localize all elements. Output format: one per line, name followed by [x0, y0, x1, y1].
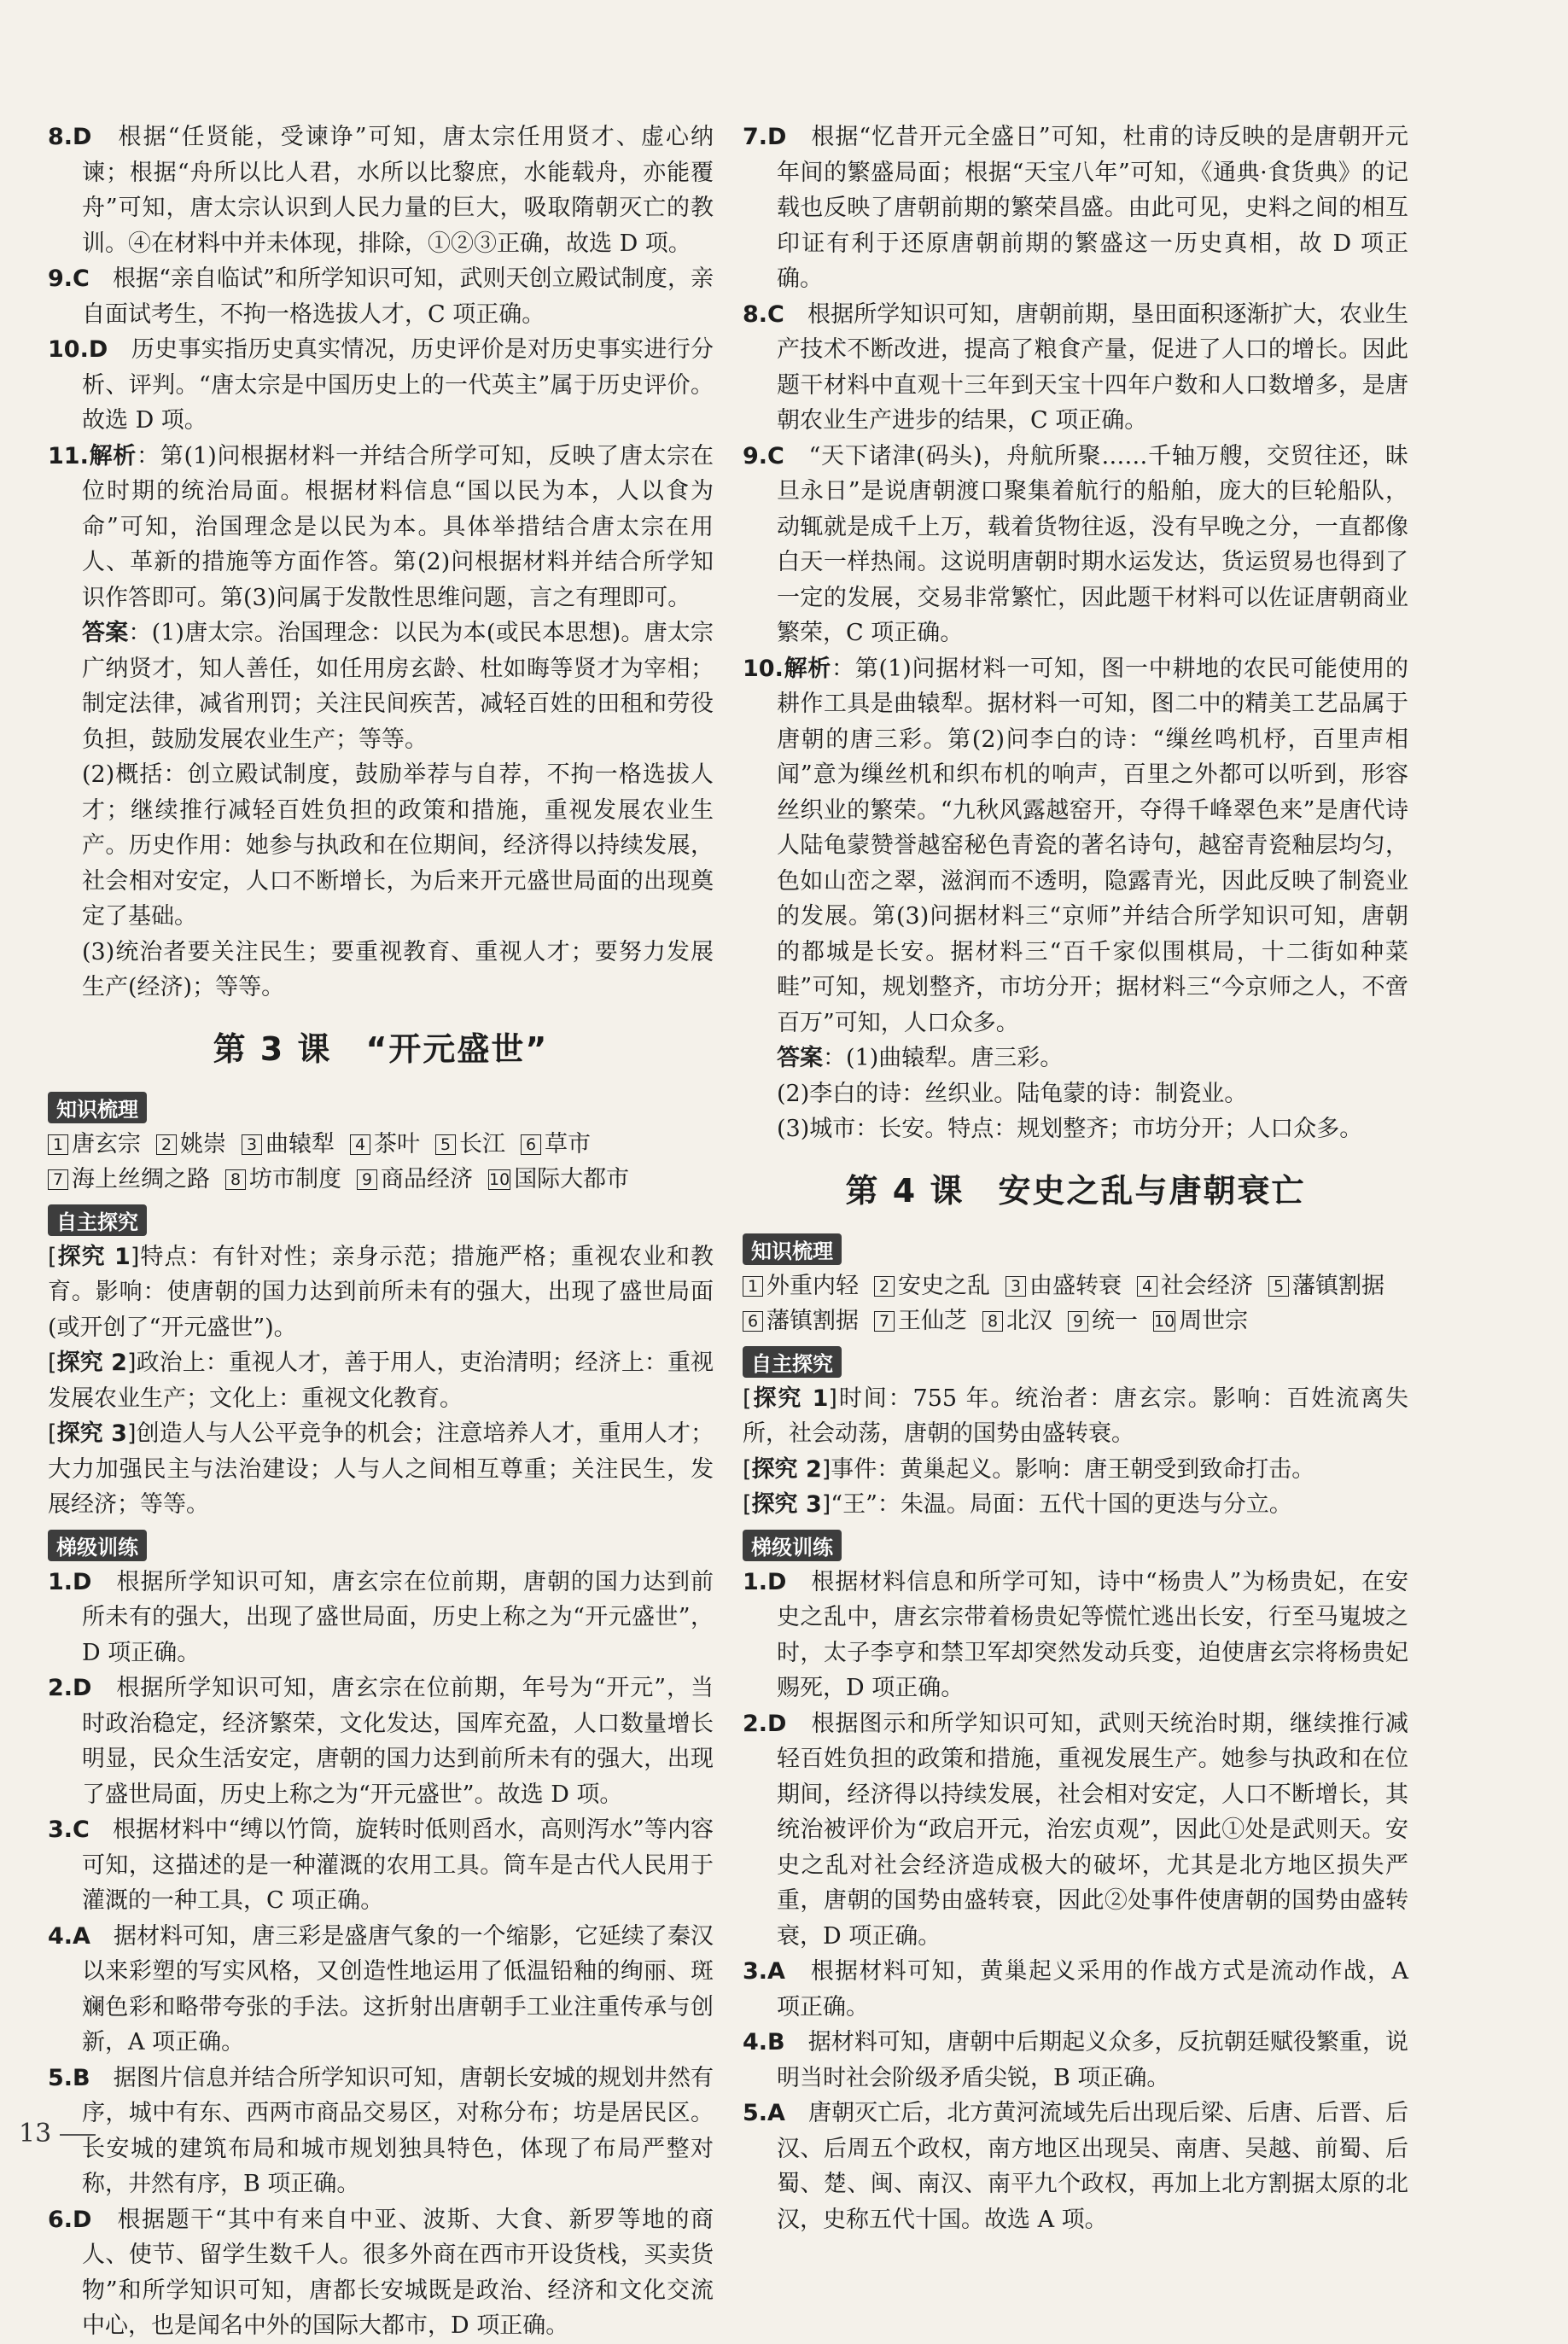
explore-item: [探究 3]“王”：朱温。局面：五代十国的更迭与分立。 [743, 1491, 1292, 1518]
answer-item: 7.D 根据“忆昔开元全盛日”可知，杜甫的诗反映的是唐朝开元年间的繁盛局面；根据“天宝八年”可知，《通典·食货典》的记载也反映了唐朝前期的繁荣昌盛。由此可见，史料之间的相互印证有利于还原唐朝前期的繁盛这一历史真相，故 D 项正确。 [743, 124, 1408, 292]
explore-item: [探究 3]创造人与人公平竞争的机会；注意培养人才，重用人才；大力加强民主与法治建设；人与人之间相互尊重；关注民生，发展经济；等等。 [48, 1420, 714, 1518]
answer-block: 答案：(1)曲辕犁。唐三彩。 [777, 1045, 1064, 1071]
section-tag: 自主探究 [48, 1204, 147, 1236]
knowledge-item: 6 草市 [521, 1127, 591, 1163]
knowledge-item: 7 王仙芝 [874, 1303, 967, 1339]
knowledge-item: 2 姚崇 [156, 1127, 226, 1163]
answer-item: 4.B 据材料可知，唐朝中后期起义众多，反抗朝廷赋役繁重，说明当时社会阶级矛盾尖锐，B 项正确。 [743, 2029, 1409, 2091]
answer-block: (3)城市：长安。特点：规划整齐；市坊分开；人口众多。 [777, 1116, 1363, 1142]
answer-block: (2)概括：创立殿试制度，鼓励举荐与自荐，不拘一格选拔人才；继续推行减轻百姓负担的政策和措施，重视发展农业生产。历史作用：她参与执政和在位期间，经济得以持续发展，社会相对安定，人口不断增长，为后来开元盛世局面的出现奠定了基础。 [82, 761, 714, 930]
knowledge-item: 9 商品经济 [357, 1162, 473, 1198]
section-tag: 自主探究 [743, 1346, 842, 1378]
knowledge-item: 6 藩镇割据 [743, 1303, 859, 1339]
answer-item: 5.B 据图片信息并结合所学知识可知，唐朝长安城的规划井然有序，城中有东、西两市商品交易区，对称分布；坊是居民区。长安城的建筑布局和城市规划独具特色，体现了布局严整对称，井然有序，B 项正确。 [48, 2064, 714, 2197]
explore-item: [探究 2]事件：黄巢起义。影响：唐王朝受到致命打击。 [743, 1455, 1315, 1483]
answer-item: 8.D 根据“任贤能，受谏诤”可知，唐太宗任用贤才、虚心纳谏；根据“舟所以比人君，水所以比黎庶，水能载舟，亦能覆舟”可知，唐太宗认识到人民力量的巨大，吸取隋朝灭亡的教训。④在材料中并未体现，排除，①②③正确，故选 D 项。 [48, 124, 714, 257]
knowledge-item: 8 坊市制度 [225, 1162, 341, 1198]
section-tag: 知识梳理 [48, 1092, 147, 1123]
lesson-title: 第 3 课 “开元盛世” [213, 1029, 549, 1068]
left-column [48, 120, 714, 2344]
answer-item: 2.D 根据所学知识可知，唐玄宗在位前期，年号为“开元”，当时政治稳定，经济繁荣，文化发达，国库充盈，人口数量增长明显，民众生活安定，唐朝的国力达到前所未有的强大，出现了盛世局面，历史上称之为“开元盛世”。故选 D 项。 [48, 1675, 714, 1808]
knowledge-item: 5 藩镇割据 [1268, 1268, 1384, 1304]
knowledge-item: 10 国际大都市 [489, 1166, 630, 1192]
explore-item: [探究 1]特点：有针对性；亲身示范；措施严格；重视农业和教育。影响：使唐朝的国力达到前所未有的强大，出现了盛世局面(或开创了“开元盛世”)。 [48, 1243, 714, 1341]
answer-block: (3)统治者要关注民生；要重视教育、重视人才；要努力发展生产(经济)；等等。 [82, 938, 714, 1000]
knowledge-item: 1 外重内轻 [743, 1268, 859, 1304]
answer-item: 5.A 唐朝灭亡后，北方黄河流域先后出现后梁、后唐、后晋、后汉、后周五个政权，南方地区出现吴、南唐、吴越、前蜀、后蜀、楚、闽、南汉、南平九个政权，再加上北方割据太原的北汉，史称五代十国。故选 A 项。 [743, 2100, 1408, 2233]
answer-item: 10.解析：第(1)问据材料一可知，图一中耕地的农民可能使用的耕作工具是曲辕犁。据材料一可知，图二中的精美工艺品属于唐朝的唐三彩。第(2)问李白的诗：“缫丝鸣机杼，百里声相闻”意为缫丝机和织布机的响声，百里之外都可以听到，形容丝织业的繁荣。“九秋风露越窑开，夺得千峰翠色来”是唐代诗人陆龟蒙赞誉越窑秘色青瓷的著名诗句，越窑青瓷釉层均匀，色如山峦之翠，滋润而不透明，隐露青光，因此反映了制瓷业的发展。第(3)问据材料三“京师”并结合所学知识可知，唐朝的都城是长安。据材料三“百千家似围棋局，十二街如种菜畦”可知，规划整齐，市坊分开；据材料三“今京师之人，不啻百万”可知，人口众多。 [743, 655, 1409, 1036]
answer-block: (2)李白的诗：丝织业。陆龟蒙的诗：制瓷业。 [777, 1080, 1248, 1107]
knowledge-list [48, 1127, 714, 1198]
answer-item: 9.C 根据“亲自临试”和所学知识可知，武则天创立殿试制度，亲自面试考生，不拘一格选拔人才，C 项正确。 [48, 265, 714, 328]
explore-item: [探究 1]时间：755 年。统治者：唐玄宗。影响：百姓流离失所，社会动荡，唐朝的国势由盛转衰。 [743, 1385, 1409, 1447]
explore-item: [探究 2]政治上：重视人才，善于用人，吏治清明；经济上：重视发展农业生产；文化上：重视文化教育。 [48, 1350, 714, 1412]
knowledge-item: 1 唐玄宗 [48, 1127, 141, 1163]
knowledge-list [743, 1268, 1408, 1339]
answer-item: 1.D 根据所学知识可知，唐玄宗在位前期，唐朝的国力达到前所未有的强大，出现了盛世局面，历史上称之为“开元盛世”，D 项正确。 [48, 1568, 714, 1666]
section-tag: 知识梳理 [743, 1233, 842, 1265]
page-number-rule [60, 2134, 96, 2136]
answer-block: 答案：(1)唐太宗。治国理念：以民为本(或民本思想)。唐太宗广纳贤才，知人善任，如任用房玄龄、杜如晦等贤才为宰相；制定法律，减省刑罚；关注民间疾苦，减轻百姓的田租和劳役负担，鼓励发展农业生产；等等。 [82, 620, 714, 753]
knowledge-item: 5 长江 [435, 1127, 505, 1163]
knowledge-item: 4 社会经济 [1137, 1268, 1253, 1304]
page-number: 13 [19, 2119, 52, 2149]
lesson-title: 第 4 课 安史之乱与唐朝衰亡 [845, 1171, 1306, 1210]
right-column [743, 120, 1408, 2237]
knowledge-item: 3 由盛转衰 [1006, 1268, 1122, 1304]
answer-item: 2.D 根据图示和所学知识可知，武则天统治时期，继续推行减轻百姓负担的政策和措施，重视发展生产。她参与执政和在位期间，经济得以持续发展，社会相对安定，人口不断增长，其统治被评价为“政启开元，治宏贞观”，因此①处是武则天。安史之乱对社会经济造成极大的破坏，尤其是北方地区损失严重，唐朝的国势由盛转衰，因此②处事件使唐朝的国势由盛转衰，D 项正确。 [743, 1710, 1409, 1950]
answer-item: 11.解析：第(1)问根据材料一并结合所学可知，反映了唐太宗在位时期的统治局面。根据材料信息“国以民为本，人以食为命”可知，治国理念是以民为本。具体举措结合唐太宗在用人、革新的措施等方面作答。第(2)问根据材料并结合所学知识作答即可。第(3)问属于发散性思维问题，言之有理即可。 [48, 442, 714, 611]
answer-item: 3.C 根据材料中“缚以竹筒，旋转时低则舀水，高则泻水”等内容可知，这描述的是一种灌溉的农用工具。筒车是古代人民用于灌溉的一种工具，C 项正确。 [48, 1816, 714, 1914]
answer-item: 10.D 历史事实指历史真实情况，历史评价是对历史事实进行分析、评判。“唐太宗是中国历史上的一代英主”属于历史评价。故选 D 项。 [48, 336, 714, 434]
answer-item: 6.D 根据题干“其中有来自中亚、波斯、大食、新罗等地的商人、使节、留学生数千人。很多外商在西市开设货栈，买卖货物”和所学知识可知，唐都长安城既是政治、经济和文化交流中心，也是闻名中外的国际大都市，D 项正确。 [48, 2206, 714, 2339]
answer-item: 8.C 根据所学知识可知，唐朝前期，垦田面积逐渐扩大，农业生产技术不断改进，提高了粮食产量，促进了人口的增长。因此题干材料中直观十三年到天宝十四年户数和人口数增多，是唐朝农业生产进步的结果，C 项正确。 [743, 300, 1409, 434]
knowledge-item: 9 统一 [1068, 1303, 1138, 1339]
knowledge-item: 4 茶叶 [350, 1127, 420, 1163]
section-tag: 梯级训练 [48, 1530, 147, 1561]
answer-item: 9.C “天下诸津(码头)，舟航所聚……千轴万艘，交贸往还，昧旦永日”是说唐朝渡口聚集着航行的船舶，庞大的巨轮船队，动辄就是成千上万，载着货物往返，没有早晚之分，一直都像白天一样热闹。这说明唐朝时期水运发达，货运贸易也得到了一定的发展，交易非常繁忙，因此题干材料可以佐证唐朝商业繁荣，C 项正确。 [743, 442, 1408, 646]
knowledge-item: 7 海上丝绸之路 [48, 1162, 210, 1198]
knowledge-item: 3 曲辕犁 [242, 1127, 335, 1163]
knowledge-item: 8 北汉 [982, 1303, 1052, 1339]
answer-item: 3.A 根据材料可知，黄巢起义采用的作战方式是流动作战，A 项正确。 [743, 1958, 1408, 2020]
knowledge-item: 10 周世宗 [1154, 1308, 1249, 1334]
section-tag: 梯级训练 [743, 1530, 842, 1561]
knowledge-item: 2 安史之乱 [874, 1268, 990, 1304]
answer-item: 1.D 根据材料信息和所学可知，诗中“杨贵人”为杨贵妃，在安史之乱中，唐玄宗带着杨贵妃等慌忙逃出长安，行至马嵬坡之时，太子李亨和禁卫军却突然发动兵变，迫使唐玄宗将杨贵妃赐死，D 项正确。 [743, 1568, 1408, 1701]
answer-item: 4.A 据材料可知，唐三彩是盛唐气象的一个缩影，它延续了秦汉以来彩塑的写实风格，又创造性地运用了低温铅釉的绚丽、斑斓色彩和略带夸张的手法。这折射出唐朝手工业注重传承与创新，A 项正确。 [48, 1922, 714, 2055]
